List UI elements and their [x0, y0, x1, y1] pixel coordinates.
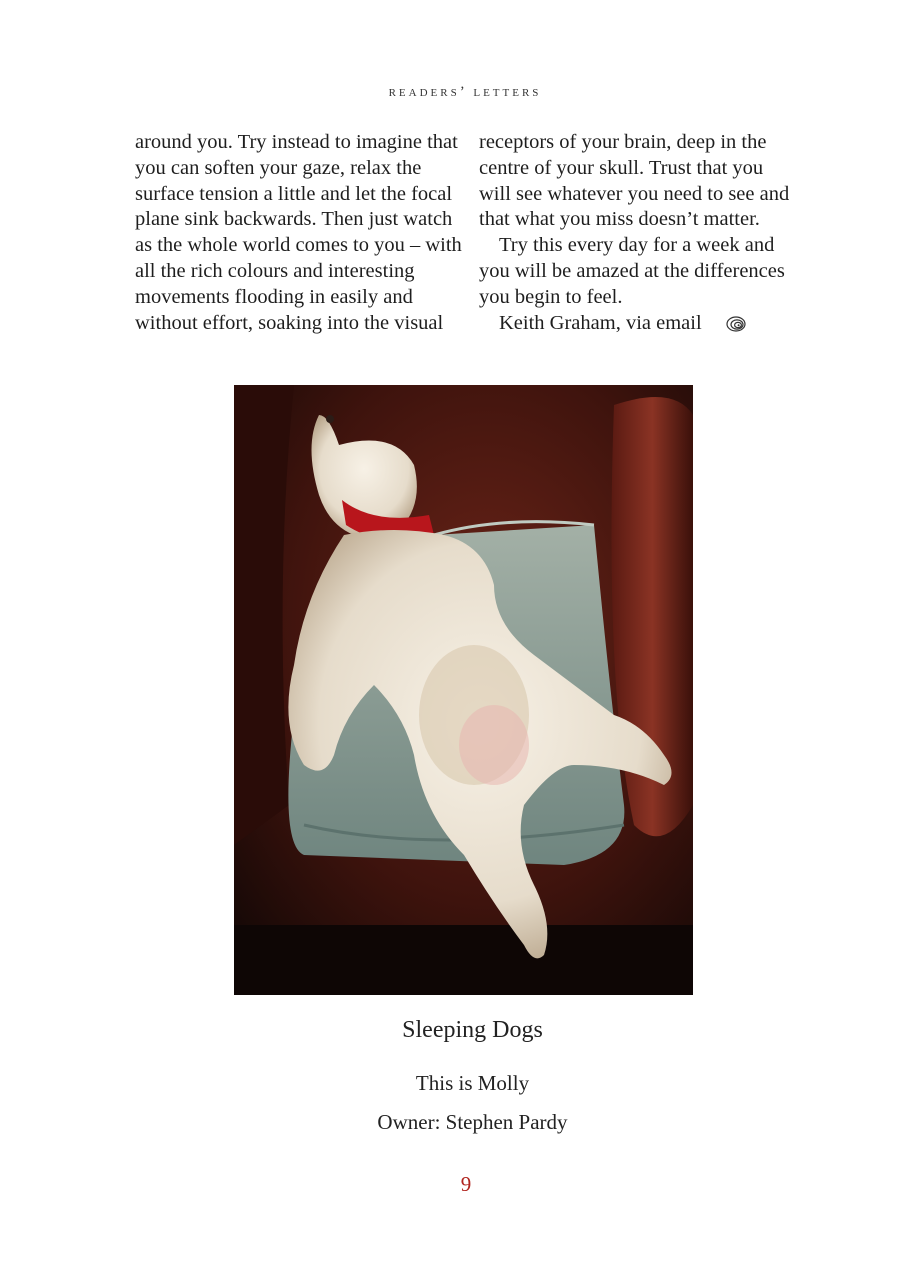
- letter-signoff: [479, 311, 799, 340]
- running-header: readers’ letters: [388, 84, 542, 100]
- caption-title: Sleeping Dogs: [402, 1017, 543, 1043]
- letter-paragraph: Try this every day for a week and you will be amazed at the differences you begin to feel.: [479, 234, 785, 308]
- letter-paragraph: around you. Try instead to imagine that you can soften your gaze, relax the surface tension a little and let the focal plane sink backwards. Then just watch as the whole world comes to you – with all the rich colours and interesting movements flooding in easily and without effort, soaking into the visual: [135, 131, 462, 334]
- caption-dog-name: This is Molly: [415, 1071, 530, 1095]
- letter-column-left: [135, 130, 465, 336]
- spiral-end-icon: [706, 314, 746, 340]
- dog-photo: [234, 385, 693, 995]
- signoff-text: Keith Graham, via email: [499, 311, 702, 334]
- letter-column-right: [479, 130, 799, 339]
- caption-owner: Owner: Stephen Pardy: [377, 1110, 568, 1134]
- page-number: 9: [460, 1172, 472, 1196]
- letter-paragraph: receptors of your brain, deep in the centre of your skull. Trust that you will see whatever you need to see and that what you miss doesn’t matter.: [479, 131, 790, 231]
